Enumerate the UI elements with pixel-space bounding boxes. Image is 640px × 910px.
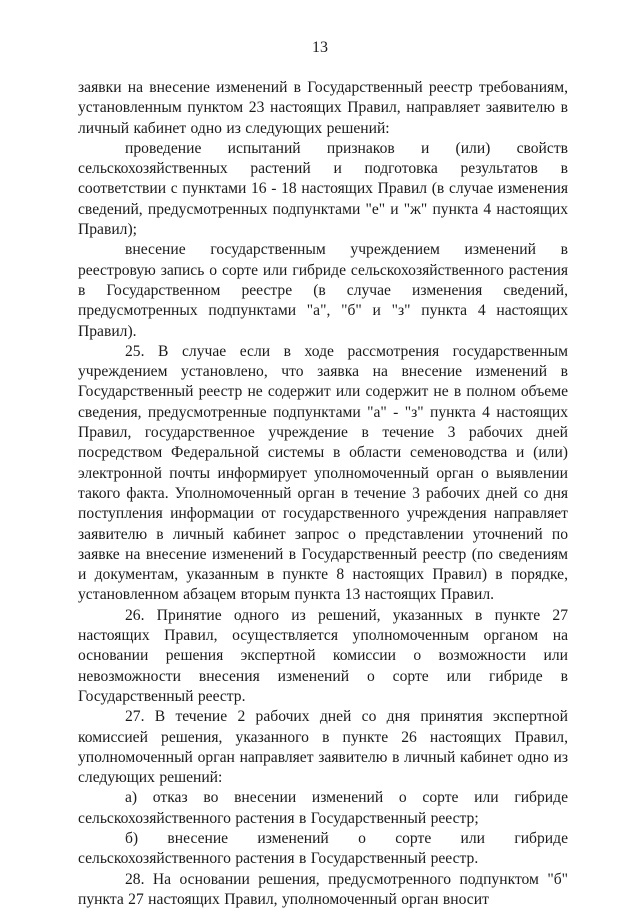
- page-number: 13: [312, 39, 328, 56]
- paragraph-option-registry-changes: внесение государственным учреждением изменений в реестровую запись о сорте или гибриде сельскохозяйственного растения в Государственном реестре (в случае изменения сведений, предусмотренных подпунктами "а", "б" и "з" пункта 4 настоящих Правил).: [78, 241, 568, 340]
- paragraph-continuation: заявки на внесение изменений в Государственный реестр требованиям, установленным пунктом 23 настоящих Правил, направляет заявителю в личный кабинет одно из следующих решений:: [78, 79, 568, 137]
- paragraph-clause-27: 27. В течение 2 рабочих дней со дня принятия экспертной комиссией решения, указанного в пункте 26 настоящих Правил, уполномоченный орган направляет заявителю в личный кабинет одно из следующих решений:: [78, 708, 568, 787]
- document-body: [78, 78, 568, 910]
- paragraph-option-trials: проведение испытаний признаков и (или) свойств сельскохозяйственных растений и подготовка результатов в соответствии с пунктами 16 - 18 настоящих Правил (в случае изменения сведений, предусмотренных подпунктами "е" и "ж" пункта 4 настоящих Правил);: [78, 139, 568, 239]
- paragraph-clause-27-b: б) внесение изменений о сорте или гибриде сельскохозяйственного растения в Государственный реестр.: [78, 829, 568, 868]
- paragraph-clause-26: 26. Принятие одного из решений, указанных в пункте 27 настоящих Правил, осуществляется уполномоченным органом на основании решения экспертной комиссии о возможности или невозможности внесения изменений о сорте или гибриде в Государственный реестр.: [78, 606, 568, 705]
- paragraph-clause-27-a: а) отказ во внесении изменений о сорте или гибриде сельскохозяйственного растения в Государственный реестр;: [78, 789, 568, 827]
- paragraph-clause-25: 25. В случае если в ходе рассмотрения государственным учреждением установлено, что заявка на внесение изменений в Государственный реестр не содержит или содержит не в полном объеме сведения, предусмотренные подпунктами "а" - "з" пункта 4 настоящих Правил, государственное учреждение в течение 3 рабочих дней посредством Федеральной системы в области семеноводства и (или) электронной почты информирует уполномоченный орган о выявлении такого факта. Уполномоченный орган в течение 3 рабочих дней со дня поступления информации от государственного учреждения направляет заявителю в личный кабинет запрос о представлении уточнений по заявке на внесение изменений в Государственный реестр (по сведениям и документам, указанным в пункте 8 настоящих Правил) в порядке, установленном абзацем вторым пункта 13 настоящих Правил.: [78, 342, 568, 604]
- paragraph-clause-28: 28. На основании решения, предусмотренного подпунктом "б" пункта 27 настоящих Правил, уполномоченный орган вносит: [78, 870, 568, 908]
